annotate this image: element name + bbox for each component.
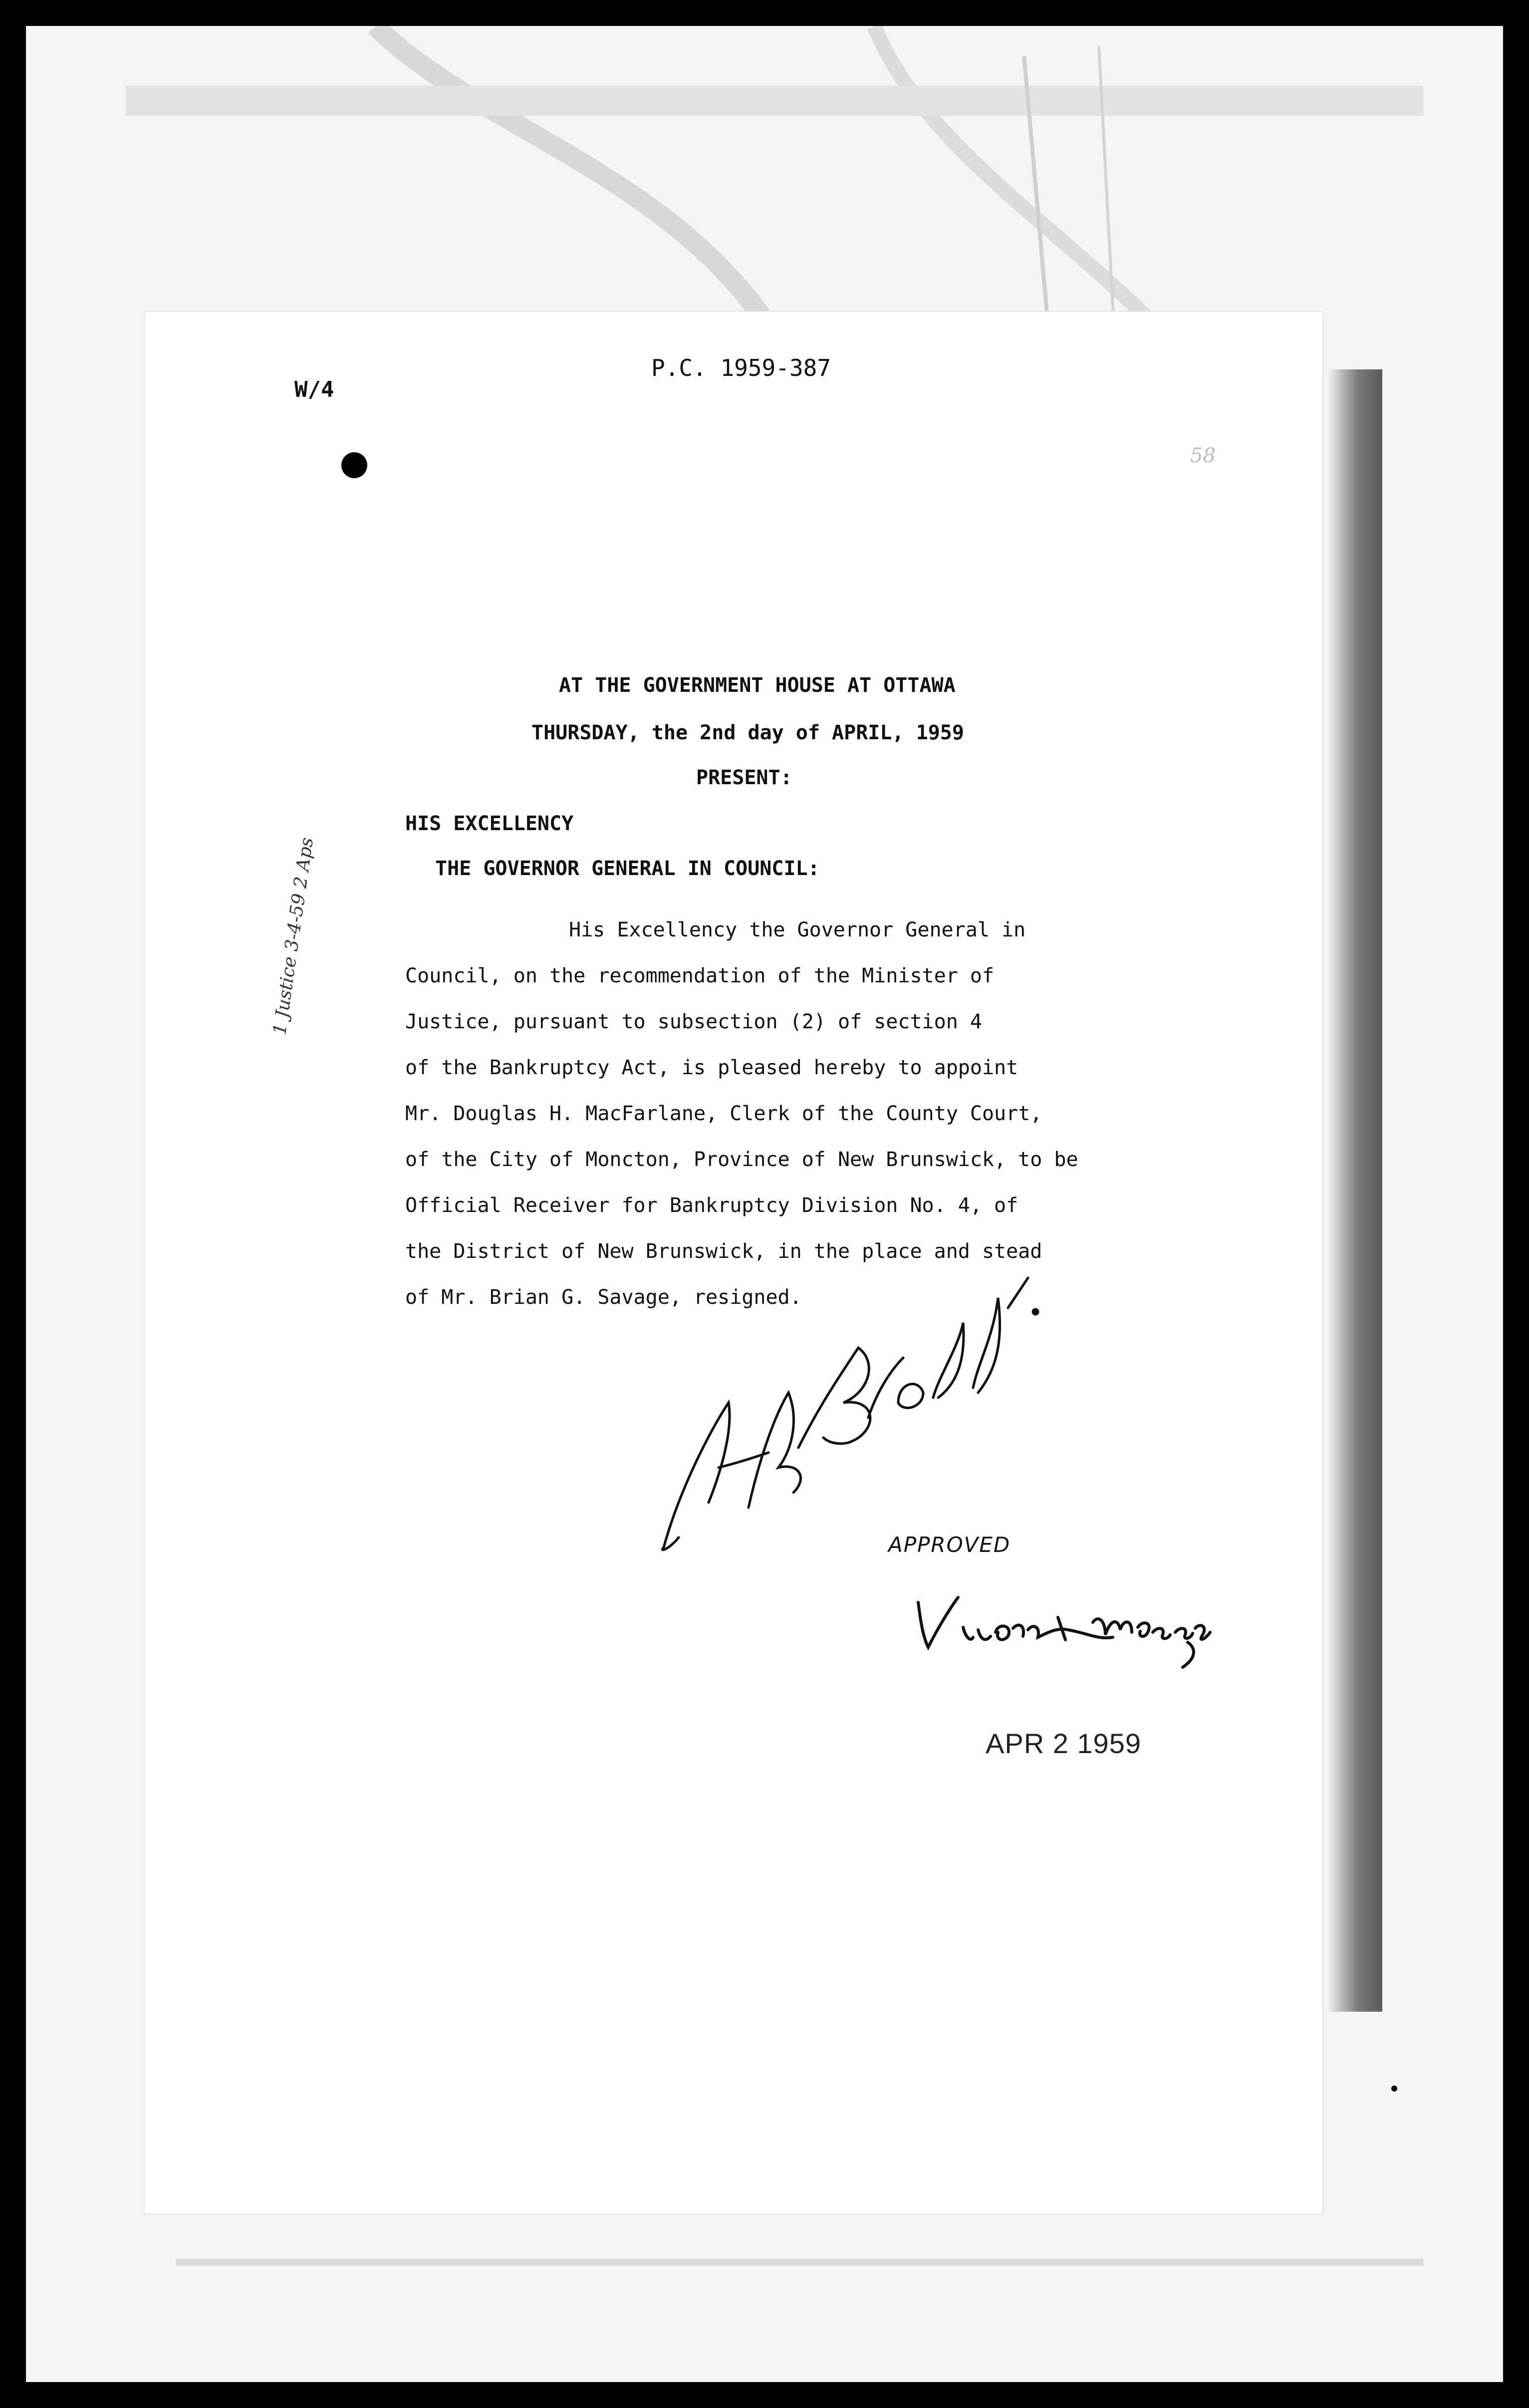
heading-date: THURSDAY, the 2nd day of APRIL, 1959 xyxy=(531,721,964,744)
date-stamp: APR 2 1959 xyxy=(986,1728,1141,1759)
speck xyxy=(1391,2086,1397,2092)
body-line: of the Bankruptcy Act, is pleased hereby to appoint xyxy=(405,1056,1019,1079)
body-line: the District of New Brunswick, in the place and stead xyxy=(405,1240,1042,1263)
order-number: P.C. 1959-387 xyxy=(651,354,831,381)
body-line: Justice, pursuant to subsection (2) of section 4 xyxy=(405,1010,982,1033)
body-line: Official Receiver for Bankruptcy Division No. 4, of xyxy=(405,1194,1019,1217)
page-mark: 58 xyxy=(1190,444,1216,467)
addressee-line-2: THE GOVERNOR GENERAL IN COUNCIL: xyxy=(435,857,820,880)
heading-place: AT THE GOVERNMENT HOUSE AT OTTAWA xyxy=(559,674,956,697)
page-shadow-right xyxy=(1327,369,1382,2012)
document-page xyxy=(145,312,1322,2214)
body-line: of Mr. Brian G. Savage, resigned. xyxy=(405,1286,802,1309)
addressee-line-1: HIS EXCELLENCY xyxy=(405,812,574,835)
body-line: Mr. Douglas H. MacFarlane, Clerk of the County Court, xyxy=(405,1102,1042,1125)
approved-label: APPROVED xyxy=(888,1532,1011,1557)
body-line: of the City of Moncton, Province of New Brunswick, to be xyxy=(405,1148,1078,1171)
margin-note: 1 Justice 3-4-59 2 Aps xyxy=(269,836,318,1036)
body-line: His Excellency the Governor General in xyxy=(569,918,1026,941)
file-code: W/4 xyxy=(294,377,334,402)
punch-hole xyxy=(341,452,367,478)
heading-present: PRESENT: xyxy=(696,766,792,789)
body-line: Council, on the recommendation of the Minister of xyxy=(405,964,995,987)
